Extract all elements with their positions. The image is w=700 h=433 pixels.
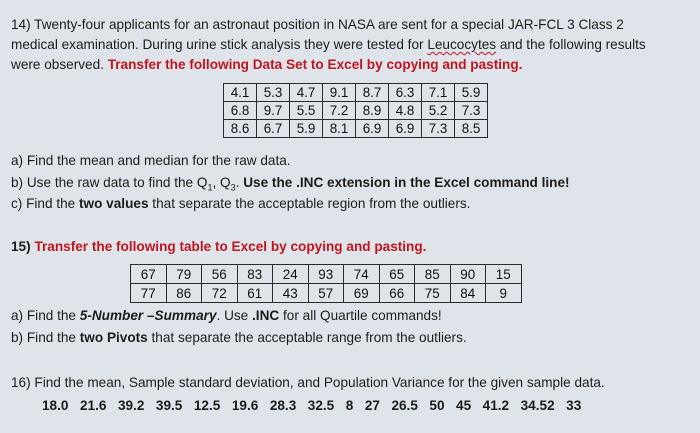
table-cell: 79 — [166, 265, 202, 284]
q15-data-table — [130, 264, 522, 303]
q14-line-2-pre: medical examination. During urine stick analysis they were tested for — [11, 37, 428, 52]
q14-part-c — [11, 194, 470, 214]
q15-number: 15) — [11, 239, 35, 254]
q14-part-b-dot: . — [235, 175, 244, 190]
table-row — [224, 120, 488, 138]
table-cell: 15 — [486, 265, 522, 284]
data-value: 27 — [364, 398, 380, 413]
data-value: 18.0 — [42, 398, 69, 413]
table-cell: 9 — [486, 284, 522, 303]
q15-heading — [11, 237, 426, 257]
q15-part-b-pre: b) Find the — [11, 330, 80, 345]
q14-q3-subscript: 3 — [230, 182, 236, 193]
q14-part-a-text: a) Find the mean and median for the raw data. — [11, 153, 291, 168]
table-cell: 93 — [308, 265, 344, 284]
table-cell: 6.7 — [257, 120, 290, 138]
table-cell: 5.2 — [422, 102, 455, 120]
table-cell: 8.5 — [455, 120, 488, 138]
table-cell: 7.2 — [323, 102, 356, 120]
table-cell: 8.7 — [356, 84, 389, 102]
data-value: 12.5 — [193, 398, 221, 413]
q15-transfer-instruction: Transfer the following table to Excel by copying and pasting. — [34, 239, 427, 254]
data-value: 45 — [456, 398, 472, 413]
table-cell: 5.5 — [290, 102, 323, 120]
table-cell: 7.1 — [422, 84, 455, 102]
table-row — [224, 102, 488, 120]
q14-part-c-bold: two values — [79, 196, 149, 211]
data-value: 21.6 — [79, 398, 107, 413]
data-value: 19.6 — [231, 398, 259, 413]
q14-data-table — [223, 83, 488, 138]
table-cell: 72 — [202, 284, 238, 303]
data-value: 8 — [345, 398, 354, 413]
data-value: 41.2 — [482, 398, 510, 413]
q15-two-pivots: two Pivots — [79, 330, 148, 345]
data-value: 32.5 — [307, 398, 335, 413]
table-cell: 83 — [237, 265, 273, 284]
q16-line — [11, 373, 605, 393]
q14-part-b-mid: , Q — [212, 175, 231, 190]
table-cell: 8.6 — [224, 120, 257, 138]
table-cell: 5.9 — [290, 120, 323, 138]
table-cell: 56 — [202, 265, 238, 284]
q15-five-number-summary: 5-Number –Summary — [79, 308, 217, 323]
q14-line-1 — [11, 15, 624, 35]
table-cell: 90 — [450, 265, 486, 284]
table-cell: 4.7 — [290, 84, 323, 102]
q14-part-c-pre: c) Find the — [11, 196, 79, 211]
table-cell: 65 — [379, 265, 415, 284]
q15-inc-keyword: .INC — [252, 308, 280, 323]
q14-q1-subscript: 1 — [207, 182, 213, 193]
q14-line-1-text: 14) Twenty-four applicants for an astronaut position in NASA are sent for a special JAR-FCL 3 Class 2 — [11, 17, 624, 32]
q15-part-a-pre: a) Find the — [11, 308, 80, 323]
table-cell: 6.8 — [224, 102, 257, 120]
q15-part-a — [11, 306, 442, 326]
q15-part-b-post: that separate the acceptable range from the outliers. — [147, 330, 467, 345]
table-cell: 6.3 — [389, 84, 422, 102]
q15-part-a-mid: . Use — [216, 308, 253, 323]
table-cell: 5.3 — [257, 84, 290, 102]
q15-part-b — [11, 328, 467, 348]
q16-line-text: 16) Find the mean, Sample standard deviation, and Population Variance for the given sample data. — [11, 375, 605, 390]
table-cell: 5.9 — [455, 84, 488, 102]
table-cell: 84 — [450, 284, 486, 303]
table-cell: 57 — [308, 284, 344, 303]
table-cell: 86 — [166, 284, 202, 303]
table-cell: 7.3 — [422, 120, 455, 138]
table-row — [131, 265, 522, 284]
table-cell: 9.7 — [257, 102, 290, 120]
table-cell: 6.9 — [356, 120, 389, 138]
q14-part-b-pre: b) Use the raw data to find the Q — [11, 175, 208, 190]
table-cell: 8.1 — [323, 120, 356, 138]
table-cell: 9.1 — [323, 84, 356, 102]
table-cell: 4.1 — [224, 84, 257, 102]
q14-line-3 — [11, 55, 522, 75]
spellcheck-word-leucocytes: Leucocytes — [427, 37, 497, 52]
q14-line-3-pre: were observed. — [11, 57, 108, 72]
table-cell: 4.8 — [389, 102, 422, 120]
q14-line-2 — [11, 35, 646, 55]
table-cell: 61 — [237, 284, 273, 303]
q14-part-a — [11, 151, 291, 171]
table-cell: 7.3 — [455, 102, 488, 120]
table-cell: 74 — [344, 265, 380, 284]
data-value: 28.3 — [269, 398, 297, 413]
table-row — [131, 284, 522, 303]
q16-sample-data — [42, 398, 593, 413]
data-value: 50 — [429, 398, 445, 413]
q14-inc-instruction: Use the .INC extension in the Excel command line! — [243, 175, 570, 190]
table-cell: 67 — [131, 265, 167, 284]
q14-transfer-instruction: Transfer the following Data Set to Excel by copying and pasting. — [107, 57, 523, 72]
table-cell: 69 — [344, 284, 380, 303]
table-row — [224, 84, 488, 102]
table-cell: 6.9 — [389, 120, 422, 138]
data-value: 39.2 — [117, 398, 145, 413]
data-value: 33 — [566, 398, 582, 413]
q14-part-c-post: that separate the acceptable region from the outliers. — [148, 196, 471, 211]
data-value: 34.52 — [520, 398, 555, 413]
data-value: 39.5 — [155, 398, 183, 413]
table-cell: 85 — [415, 265, 451, 284]
table-cell: 66 — [379, 284, 415, 303]
table-cell: 75 — [415, 284, 451, 303]
table-cell: 8.9 — [356, 102, 389, 120]
table-cell: 43 — [273, 284, 309, 303]
data-value: 26.5 — [391, 398, 418, 413]
q14-line-2-post: and the following results — [496, 37, 646, 52]
q15-part-a-post: for all Quartile commands! — [279, 308, 442, 323]
table-cell: 24 — [273, 265, 309, 284]
table-cell: 77 — [131, 284, 167, 303]
